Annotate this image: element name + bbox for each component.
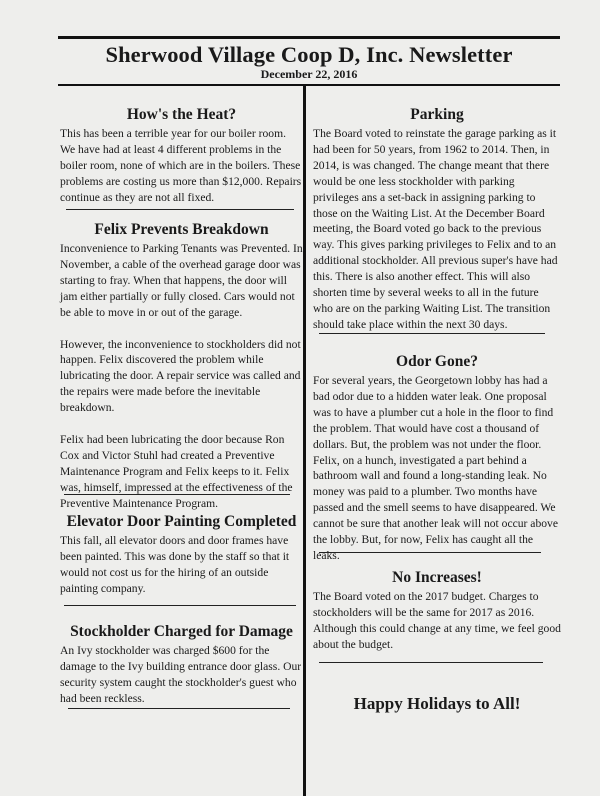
masthead-title: Sherwood Village Coop D, Inc. Newsletter xyxy=(105,42,513,67)
article-odor xyxy=(313,353,561,564)
article-felix xyxy=(60,221,303,512)
headline-damage: Stockholder Charged for Damage xyxy=(70,623,293,640)
felix-paragraph-1: Inconvenience to Parking Tenants was Prevented. In November, a cable of the overhead garage door was starting to fray. When that happens, the door will jam either partially or fully closed. Cars would not be able to move in or out of the garage. xyxy=(60,242,303,319)
column-divider xyxy=(303,86,306,796)
headline-felix: Felix Prevents Breakdown xyxy=(94,221,269,238)
elevator-paragraph: This fall, all elevator doors and door frames have been painted. This was done by the staff so that it would not cost us for the hiring of an outside painting company. xyxy=(60,534,290,595)
article-damage xyxy=(60,623,303,707)
headline-increases: No Increases! xyxy=(392,569,482,586)
article-parking xyxy=(313,106,561,333)
masthead-date: December 22, 2016 xyxy=(260,67,358,81)
separator-rule xyxy=(319,552,541,553)
article-increases xyxy=(313,569,561,653)
felix-paragraph-3: Felix had been lubricating the door because Ron Cox and Victor Stuhl had created a Preventive Maintenance Program and Felix keeps to it. Felix was, himself, impressed at the effectiveness of the Preventive Maintenance Program. xyxy=(60,433,293,510)
article-heat xyxy=(60,106,303,206)
separator-rule xyxy=(319,662,543,663)
headline-elevator: Elevator Door Painting Completed xyxy=(66,513,297,530)
masthead-top-rule xyxy=(58,36,560,39)
parking-paragraph: The Board voted to reinstate the garage parking as it had been for 50 years, from 1962 to 2014. Then, in 2014, is was changed. The change meant that there would be one less stockholder with parking privileges ans a set-back in assigning parking to those on the Waiting List. At the December Board meeting, the Board voted go back to the previous way. This gives parking privileges to Felix and to an additional stockholder. All previous super's have had this. There is also another effect. This will also shorten time by several weeks to all in the future who are on the parking Waiting List. The transition should take place within the next 30 days. xyxy=(313,127,558,331)
separator-rule xyxy=(64,605,296,606)
masthead-bottom-rule xyxy=(58,84,560,86)
article-elevator xyxy=(60,513,303,597)
damage-paragraph: An Ivy stockholder was charged $600 for the damage to the Ivy building entrance door glass. Our security system caught the stockholder's guest who had been reckless. xyxy=(60,644,302,705)
separator-rule xyxy=(66,209,294,210)
closing-greeting: Happy Holidays to All! xyxy=(353,694,521,713)
increases-paragraph: The Board voted on the 2017 budget. Charges to stockholders will be the same for 2017 as 2016. Although this could change at any time, we feel good about the budget. xyxy=(313,590,561,651)
odor-paragraph: For several years, the Georgetown lobby has had a bad odor due to a hidden water leak. One proposal was to have a plumber cut a hole in the floor to find the problem. That would have cost a thousand of dollars. But, the problem was not under the floor. Felix, on a hunch, investigated a part behind a bathroom wall and found a long-standing leak. No money was paid to a plumber. Two months have passed and the smell seems to have disappeared. We cannot be sure that another leak will not occur above the lobby. But, for now, Felix has caught all the leaks. xyxy=(313,374,558,562)
headline-odor: Odor Gone? xyxy=(396,353,478,370)
headline-parking: Parking xyxy=(410,106,464,123)
felix-paragraph-2: However, the inconvenience to stockholders did not happen. Felix discovered the problem while lubricating the door. A repair service was called and the repairs were made before the inevitable breakdown. xyxy=(60,337,301,415)
separator-rule xyxy=(64,494,290,495)
separator-rule xyxy=(319,333,545,334)
separator-rule xyxy=(68,708,290,709)
headline-heat: How's the Heat? xyxy=(126,106,237,123)
heat-paragraph: This has been a terrible year for our boiler room. We have had at least 4 different problems in the boiler room, none of which are in the boilers. These problems are costing us more than $12,000. Repairs continue as they are not all fixed. xyxy=(60,127,302,204)
